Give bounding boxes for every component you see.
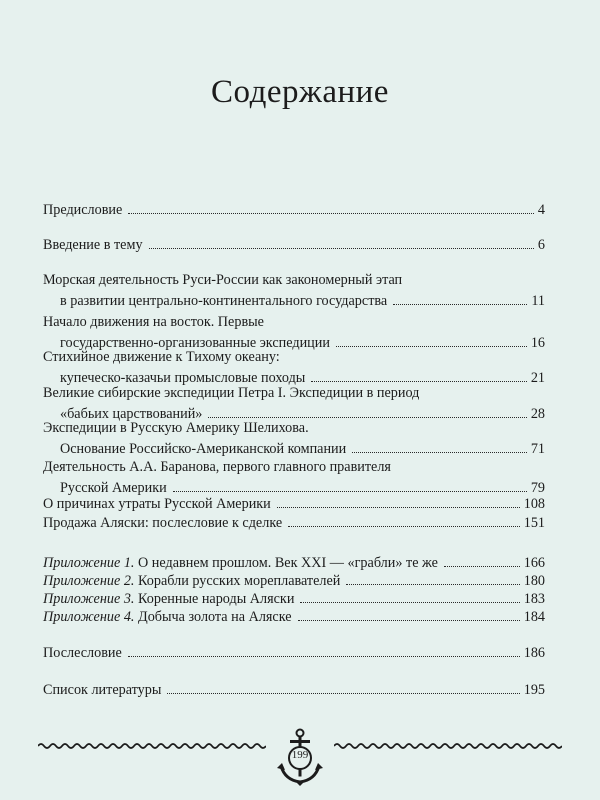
toc-entry-title-continued: Основание Российско-Американской компании (60, 441, 347, 457)
toc-entry-title: Послесловие (43, 645, 122, 661)
toc-page-number: 184 (523, 609, 545, 625)
appendix-title: Корабли русских мореплавателей (138, 573, 341, 589)
toc-entry-title: Начало движения на восток. Первые (43, 314, 264, 330)
toc-page-number: 180 (523, 573, 545, 589)
toc-entry-title: Продажа Аляски: послесловие к сделке (43, 515, 283, 531)
toc-page-number: 16 (530, 335, 545, 351)
toc-entry-title: О причинах утраты Русской Америки (43, 496, 271, 512)
page-number: 199 (291, 749, 309, 761)
toc-entry[interactable] (43, 643, 545, 664)
toc-entry-title: Стихийное движение к Тихому океану: (43, 349, 280, 365)
page-footer (38, 728, 562, 788)
dot-leader (288, 526, 520, 527)
toc-page-number: 28 (530, 406, 545, 422)
toc-entry-title-continued: купеческо-казачьи промысловые походы (60, 370, 306, 386)
toc-entry-title: Список литературы (43, 682, 162, 698)
toc-entry-title: Деятельность А.А. Баранова, первого главного правителя (43, 459, 391, 475)
toc-page-number: 108 (523, 496, 545, 512)
toc-page-number: 11 (531, 293, 545, 309)
dot-leader (167, 693, 519, 694)
appendix-title: Добыча золота на Аляске (138, 609, 292, 625)
dot-leader (128, 213, 534, 214)
appendix-title: Коренные народы Аляски (138, 591, 295, 607)
toc-entry-title-continued: в развитии центрально-континентального государства (60, 293, 388, 309)
toc-entry[interactable] (43, 270, 545, 312)
toc-page-number: 186 (523, 645, 545, 661)
dot-leader (173, 491, 527, 492)
toc-entry[interactable] (43, 235, 545, 256)
appendix-label: Приложение 4. (43, 609, 135, 625)
toc-entry-title-continued: Русской Америки (60, 480, 167, 496)
toc-page-number: 151 (523, 515, 545, 531)
wave-ornament-icon (38, 742, 266, 750)
toc-page-number: 21 (530, 370, 545, 386)
dot-leader (298, 620, 520, 621)
toc-entry[interactable] (43, 513, 545, 534)
toc-page-number: 183 (523, 591, 545, 607)
toc-entry-title-continued: «бабьих царствований» (60, 406, 203, 422)
appendix-label: Приложение 3. (43, 591, 135, 607)
toc-entry[interactable] (43, 200, 545, 221)
dot-leader (128, 656, 520, 657)
toc-appendix-entry[interactable] (43, 607, 545, 628)
toc-page-number: 6 (537, 237, 545, 253)
toc-page-number: 4 (537, 202, 545, 218)
dot-leader (277, 507, 520, 508)
toc-entry[interactable] (43, 418, 545, 460)
toc-entry-title: Великие сибирские экспедиции Петра I. Экспедиции в период (43, 385, 420, 401)
toc-page-number: 79 (530, 480, 545, 496)
dot-leader (149, 248, 534, 249)
toc-entry[interactable] (43, 680, 545, 701)
appendix-label: Приложение 1. (43, 555, 135, 571)
toc-entry[interactable] (43, 457, 545, 499)
toc-page-number: 166 (523, 555, 545, 571)
toc-entry-title: Предисловие (43, 202, 123, 218)
dot-leader (352, 452, 527, 453)
dot-leader (393, 304, 527, 305)
dot-leader (444, 566, 520, 567)
toc-entry[interactable] (43, 494, 545, 515)
wave-ornament-icon (334, 742, 562, 750)
dot-leader (346, 584, 519, 585)
dot-leader (311, 381, 526, 382)
appendix-title: О недавнем прошлом. Век XXI — «грабли» те же (138, 555, 438, 571)
appendix-label: Приложение 2. (43, 573, 135, 589)
toc-page-number: 71 (530, 441, 545, 457)
toc-page-number: 195 (523, 682, 545, 698)
toc-entry-title: Введение в тему (43, 237, 143, 253)
page-title: Содержание (211, 74, 389, 110)
toc-entry-title: Морская деятельность Руси-России как закономерный этап (43, 272, 403, 288)
toc-entry-title-continued: государственно-организованные экспедиции (60, 335, 330, 351)
dot-leader (300, 602, 519, 603)
toc-entry-title: Экспедиции в Русскую Америку Шелихова. (43, 420, 309, 436)
